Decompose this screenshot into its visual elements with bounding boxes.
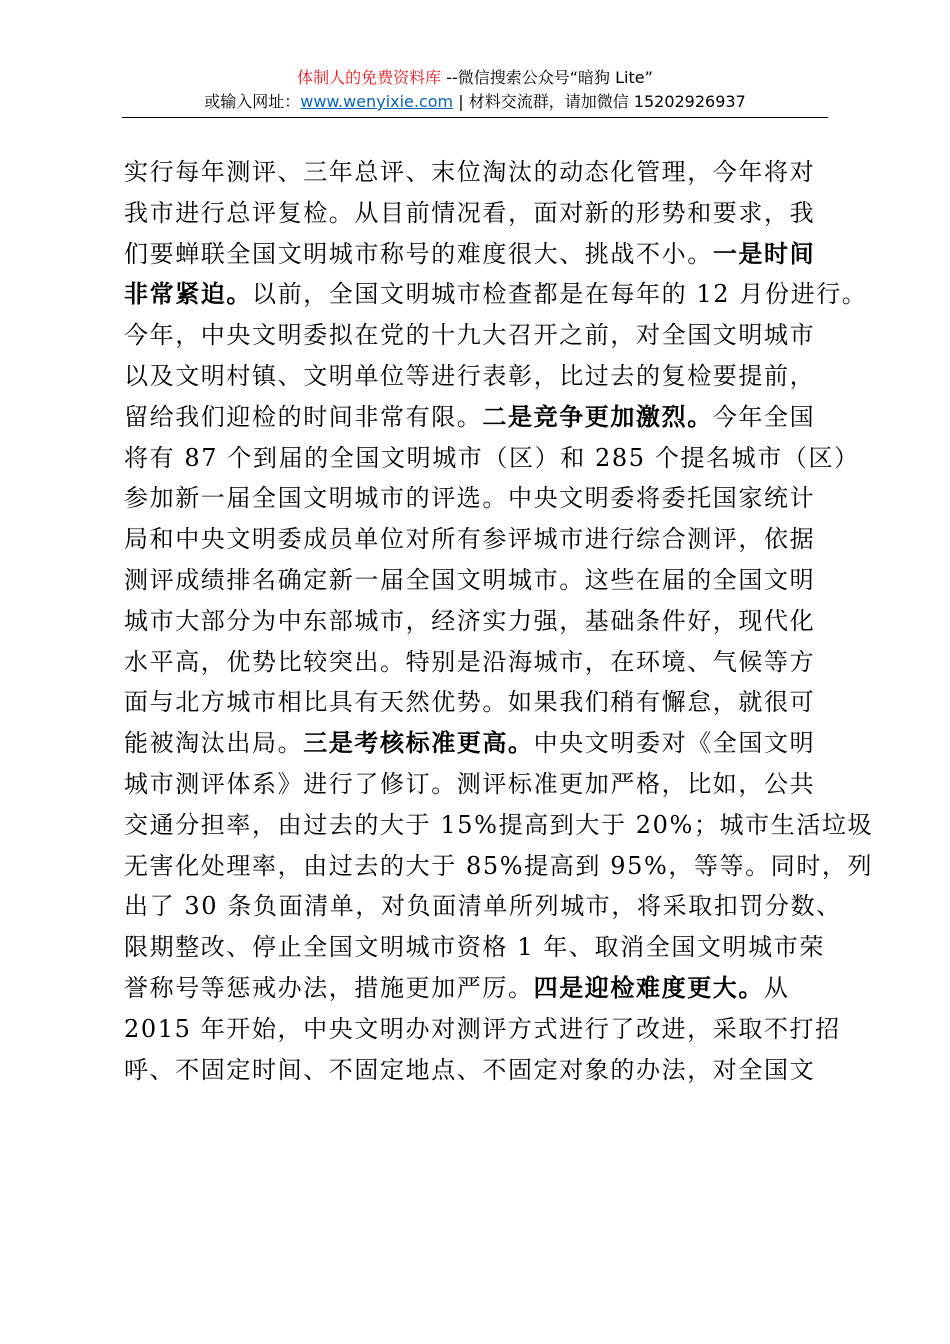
bold-text-segment: 非常紧迫。 bbox=[124, 279, 252, 309]
text-segment: 以及文明村镇、文明单位等进行表彰，比过去的复检要提前， bbox=[124, 361, 816, 390]
header-separator: | bbox=[453, 92, 469, 111]
text-segment: 以前，全国文明城市检查都是在每年的 12 月份进行。 bbox=[252, 280, 868, 309]
text-line bbox=[124, 519, 829, 560]
text-line bbox=[124, 886, 842, 927]
text-line bbox=[124, 1050, 829, 1091]
text-line bbox=[124, 152, 829, 193]
text-line bbox=[124, 968, 829, 1009]
text-segment: 水平高，优势比较突出。特别是沿海城市，在环境、气候等方 bbox=[124, 647, 816, 676]
text-line bbox=[124, 397, 829, 438]
header-tagline: --微信搜索公众号“暗狗 Lite” bbox=[441, 68, 653, 87]
text-segment: 测评成绩排名确定新一届全国文明城市。这些在届的全国文明 bbox=[124, 565, 816, 594]
text-line bbox=[124, 315, 829, 356]
text-segment: 2015 年开始，中央文明办对测评方式进行了改进，采取不打招 bbox=[124, 1014, 841, 1043]
text-line bbox=[124, 805, 874, 846]
text-segment: 今年，中央文明委拟在党的十九大召开之前，对全国文明城市 bbox=[124, 321, 816, 350]
text-line bbox=[124, 927, 829, 968]
text-segment: 交通分担率，由过去的大于 15%提高到大于 20%；城市生活垃圾 bbox=[124, 810, 874, 839]
text-line bbox=[124, 193, 829, 234]
text-line bbox=[124, 642, 829, 683]
text-segment: 能被淘汰出局。 bbox=[124, 729, 304, 758]
text-segment: 今年全国 bbox=[712, 402, 816, 431]
text-segment: 参加新一届全国文明城市的评选。中央文明委将委托国家统计 bbox=[124, 484, 816, 513]
text-segment: 城市大部分为中东部城市，经济实力强，基础条件好，现代化 bbox=[124, 606, 816, 635]
text-segment: 将有 87 个到届的全国文明城市（区）和 285 个提名城市（区） bbox=[124, 443, 860, 472]
bold-text-segment: 三是考核标准更高。 bbox=[303, 728, 534, 758]
header-url-prefix: 或输入网址： bbox=[204, 92, 301, 111]
bold-text-segment: 一是时间 bbox=[712, 238, 816, 268]
text-segment: 出了 30 条负面清单，对负面清单所列城市，将采取扣罚分数、 bbox=[124, 892, 842, 921]
text-line bbox=[124, 274, 868, 315]
text-line bbox=[124, 846, 874, 887]
text-line bbox=[124, 764, 829, 805]
text-segment: 我市进行总评复检。从目前情况看，面对新的形势和要求，我 bbox=[124, 198, 816, 227]
text-segment: 中央文明委对《全国文明 bbox=[533, 729, 816, 758]
text-segment: 誉称号等惩戒办法，措施更加严厉。 bbox=[124, 973, 534, 1002]
header-url-link[interactable]: www.wenyixie.com bbox=[300, 92, 454, 111]
text-line bbox=[124, 478, 829, 519]
text-segment: 实行每年测评、三年总评、末位淘汰的动态化管理，今年将对 bbox=[124, 158, 816, 186]
text-line bbox=[124, 234, 829, 275]
text-line bbox=[124, 438, 860, 479]
text-segment: 从 bbox=[764, 973, 790, 1002]
text-segment: 无害化处理率，由过去的大于 85%提高到 95%，等等。同时，列 bbox=[124, 851, 874, 880]
text-segment: 限期整改、停止全国文明城市资格 1 年、取消全国文明城市荣 bbox=[124, 933, 825, 962]
text-line bbox=[124, 356, 829, 397]
text-line bbox=[124, 560, 829, 601]
text-line bbox=[124, 1009, 841, 1050]
page-header bbox=[122, 66, 828, 114]
bold-text-segment: 二是竞争更加激烈。 bbox=[482, 401, 713, 431]
bold-text-segment: 四是迎检难度更大。 bbox=[533, 972, 765, 1002]
text-line bbox=[124, 601, 829, 642]
header-line-2 bbox=[122, 90, 828, 114]
text-segment: 们要蝉联全国文明城市称号的难度很大、挑战不小。 bbox=[124, 239, 713, 268]
text-segment: 面与北方城市相比具有天然优势。如果我们稍有懈怠，就很可 bbox=[124, 688, 816, 717]
document-body bbox=[124, 152, 874, 1090]
text-line bbox=[124, 682, 829, 723]
header-brand: 体制人的免费资料库 bbox=[297, 68, 442, 87]
text-segment: 城市测评体系》进行了修订。测评标准更加严格，比如，公共 bbox=[124, 769, 816, 798]
text-line bbox=[124, 723, 829, 764]
header-contact: 材料交流群，请加微信 15202926937 bbox=[468, 92, 746, 111]
text-segment: 局和中央文明委成员单位对所有参评城市进行综合测评，依据 bbox=[124, 525, 816, 554]
text-segment: 呼、不固定时间、不固定地点、不固定对象的办法，对全国文 bbox=[124, 1055, 816, 1084]
header-divider bbox=[122, 117, 828, 118]
header-line-1 bbox=[122, 66, 828, 90]
text-segment: 留给我们迎检的时间非常有限。 bbox=[124, 402, 483, 431]
